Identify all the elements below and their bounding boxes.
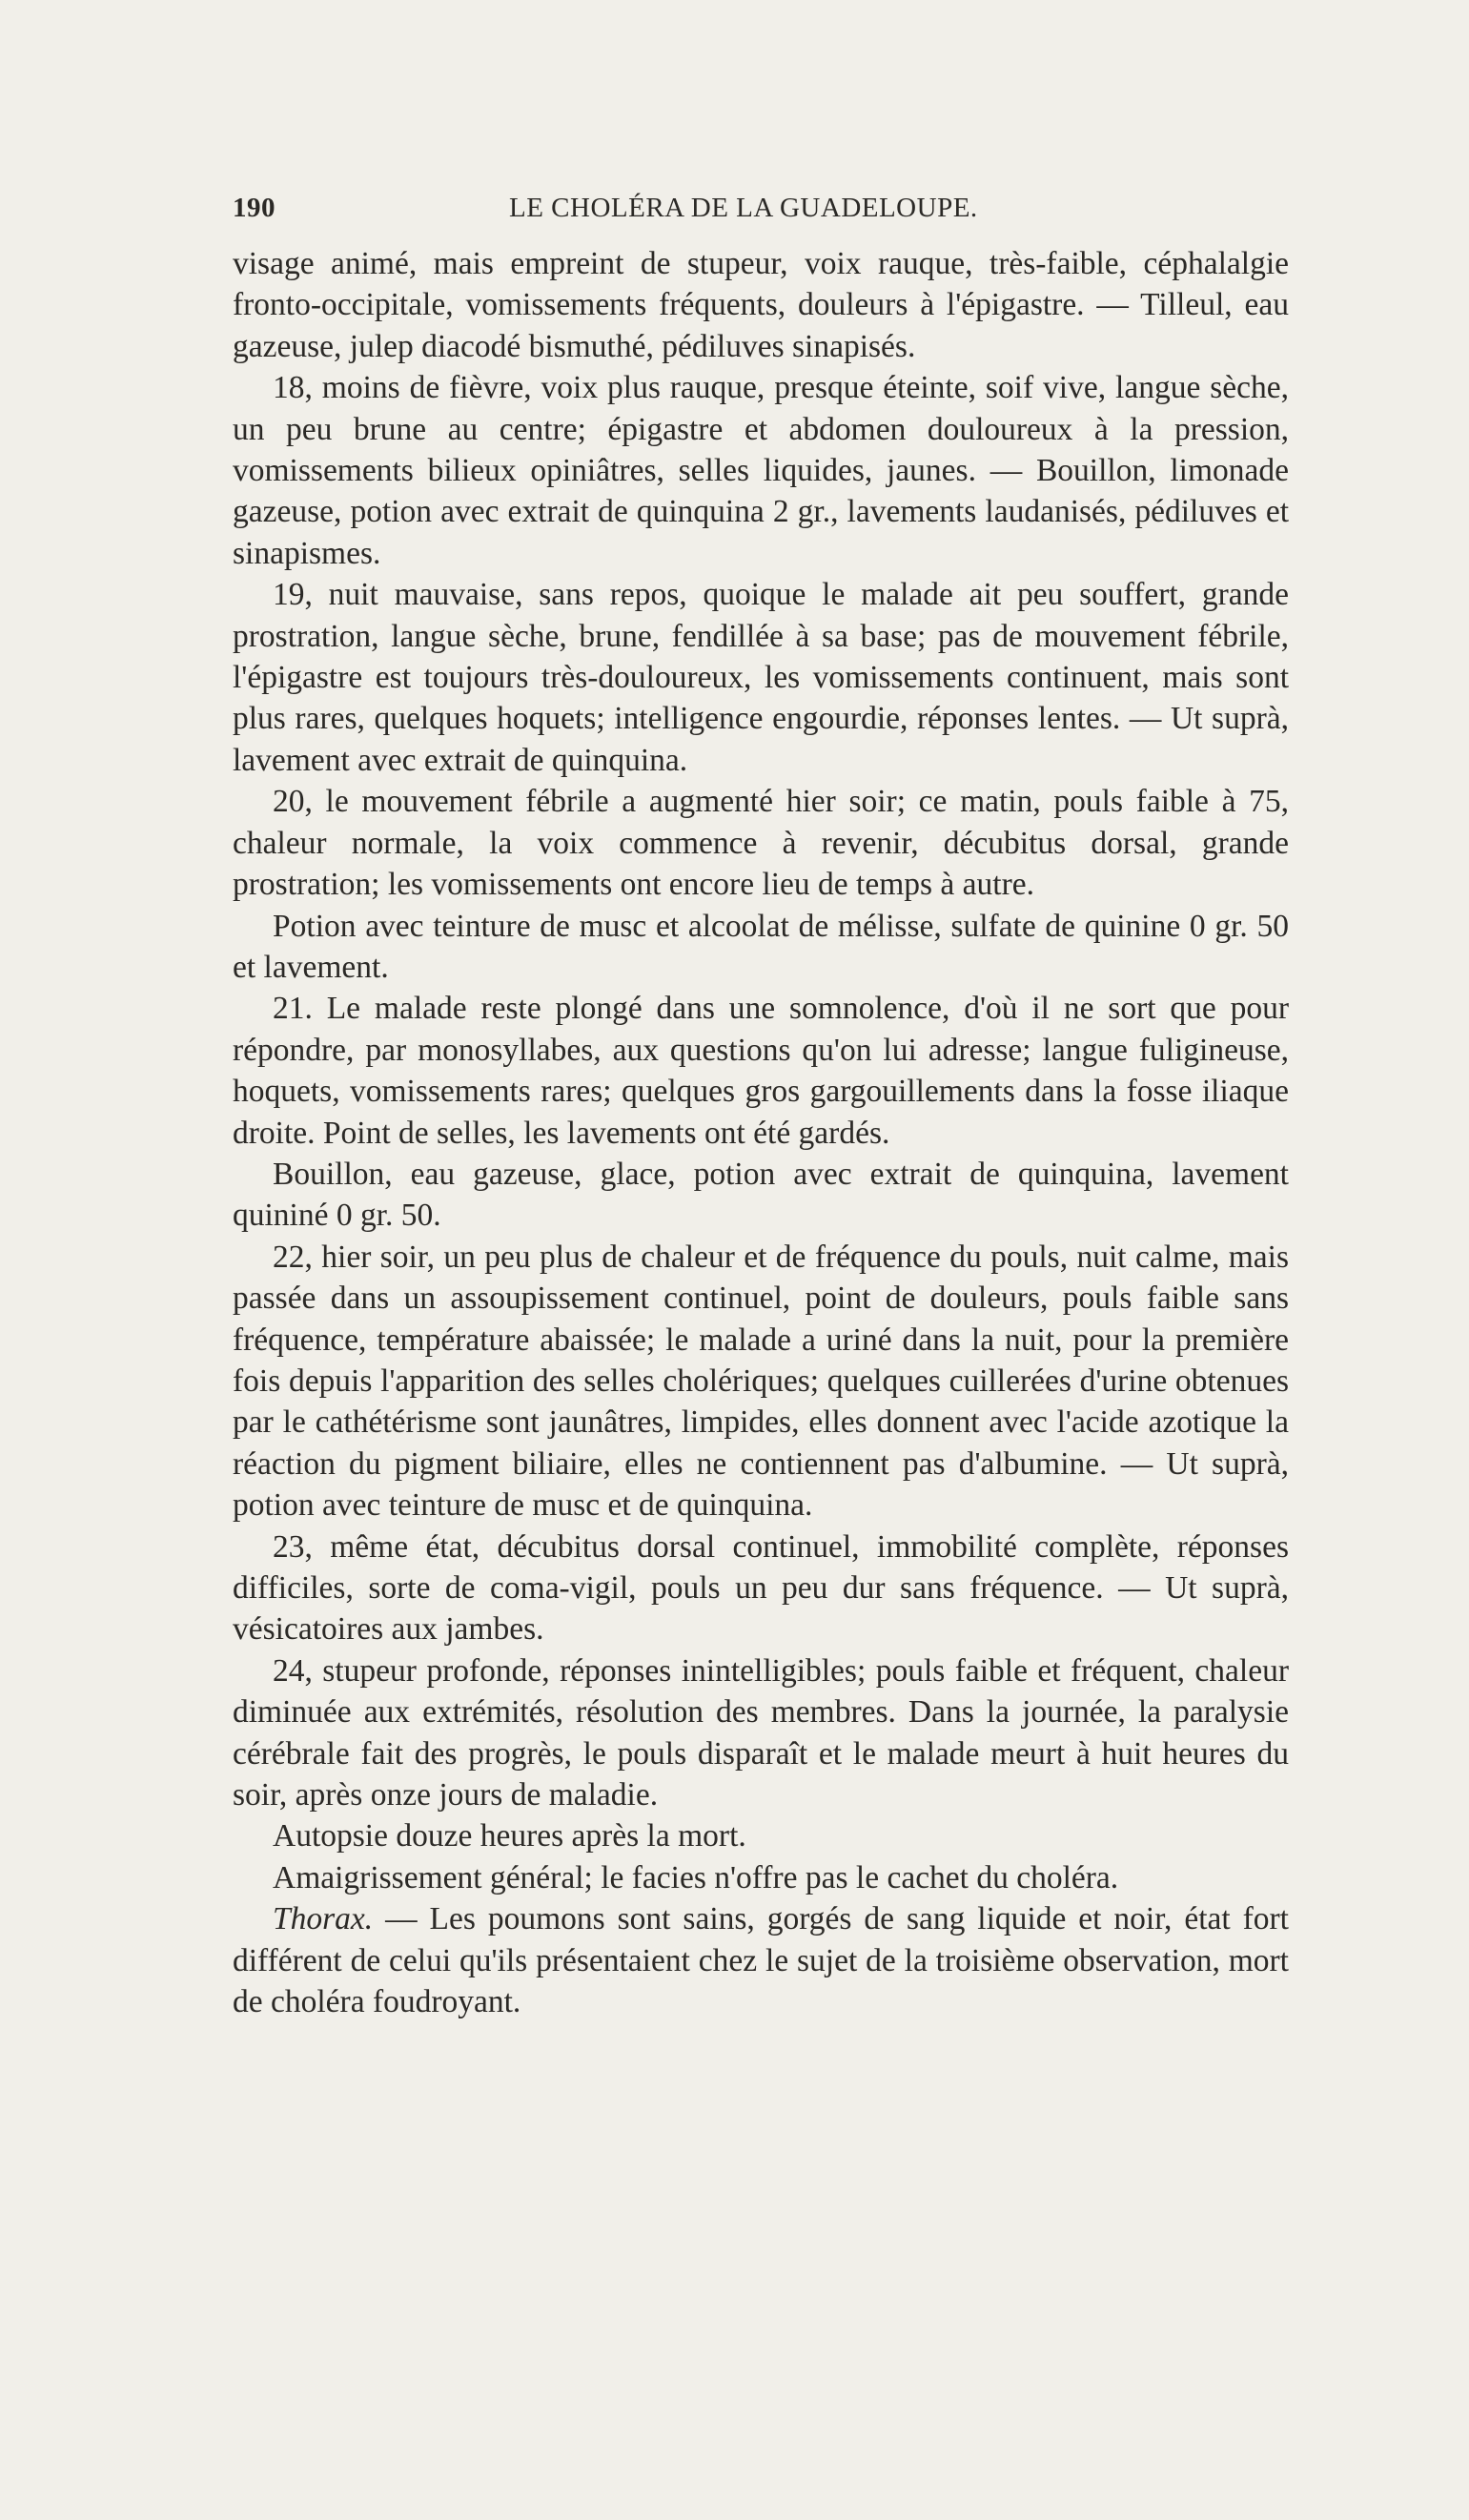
thorax-text: — Les poumons sont sains, gorgés de sang liquide et noir, état fort différent de celui qu'ils présentaient chez le sujet de la troisième observation, mort de choléra foudroyant.: [233, 1901, 1289, 2020]
paragraph-continuation: visage animé, mais empreint de stupeur, voix rauque, très-faible, céphalalgie fronto-occipitale, vomissements fréquents, douleurs à l'épigastre. — Tilleul, eau gazeuse, julep diacodé bismuthé, pédiluves sinapisés.: [233, 246, 1289, 364]
page-body: [233, 243, 1289, 2022]
paragraph-day-21: 21. Le malade reste plongé dans une somnolence, d'où il ne sort que pour répondre, par monosyllabes, aux questions qu'on lui adresse; langue fuligineuse, hoquets, vomissements rares; quelques gros gargouillements dans la fosse iliaque droite. Point de selles, les lavements ont été gardés.: [233, 991, 1289, 1151]
paragraph-day-20: 20, le mouvement fébrile a augmenté hier soir; ce matin, pouls faible à 75, chaleur normale, la voix commence à revenir, décubitus dorsal, grande prostration; les vomissements ont encore lieu de temps à autre.: [233, 784, 1289, 903]
paragraph-day-19: 19, nuit mauvaise, sans repos, quoique le malade ait peu souffert, grande prostration, langue sèche, brune, fendillée à sa base; pas de mouvement fébrile, l'épigastre est toujours très-douloureux, les vomissements continuent, mais sont plus rares, quelques hoquets; intelligence engourdie, réponses lentes. — Ut suprà, lavement avec extrait de quinquina.: [233, 577, 1289, 778]
page-header: [233, 187, 1289, 235]
thorax-label: Thorax.: [273, 1901, 374, 1937]
paragraph-emaciation: Amaigrissement général; le facies n'offre pas le cachet du choléra.: [273, 1859, 1119, 1895]
paragraph-prescription-21: Bouillon, eau gazeuse, glace, potion avec extrait de quinquina, lavement quininé 0 gr. 50.: [233, 1156, 1289, 1234]
page-number: 190: [233, 193, 275, 223]
paragraph-day-23: 23, même état, décubitus dorsal continuel, immobilité complète, réponses difficiles, sorte de coma-vigil, pouls un peu dur sans fréquence. — Ut suprà, vésicatoires aux jambes.: [233, 1528, 1289, 1648]
paragraph-prescription-20: Potion avec teinture de musc et alcoolat de mélisse, sulfate de quinine 0 gr. 50 et lavement.: [233, 908, 1289, 985]
running-title: LE CHOLÉRA DE LA GUADELOUPE.: [509, 193, 978, 223]
paragraph-day-18: 18, moins de fièvre, voix plus rauque, presque éteinte, soif vive, langue sèche, un peu brune au centre; épigastre et abdomen douloureux à la pression, vomissements bilieux opiniâtres, selles liquides, jaunes. — Bouillon, limonade gazeuse, potion avec extrait de quinquina 2 gr., lavements laudanisés, pédiluves et sinapismes.: [233, 370, 1289, 571]
paragraph-thorax: [233, 1898, 1289, 2022]
paragraph-autopsy: Autopsie douze heures après la mort.: [273, 1818, 746, 1854]
paragraph-day-22: 22, hier soir, un peu plus de chaleur et de fréquence du pouls, nuit calme, mais passée dans un assoupissement continuel, point de douleurs, pouls faible sans fréquence, température abaissée; le malade a uriné dans la nuit, pour la première fois depuis l'apparition des selles cholériques; quelques cuillerées d'urine obtenues par le cathétérisme sont jaunâtres, limpides, elles donnent avec l'acide azotique la réaction du pigment biliaire, elles ne contiennent pas d'albumine. — Ut suprà, potion avec teinture de musc et de quinquina.: [233, 1239, 1289, 1524]
paragraph-day-24: 24, stupeur profonde, réponses inintelligibles; pouls faible et fréquent, chaleur diminuée aux extrémités, résolution des membres. Dans la journée, la paralysie cérébrale fait des progrès, le pouls disparaît et le malade meurt à huit heures du soir, après onze jours de maladie.: [233, 1652, 1289, 1813]
